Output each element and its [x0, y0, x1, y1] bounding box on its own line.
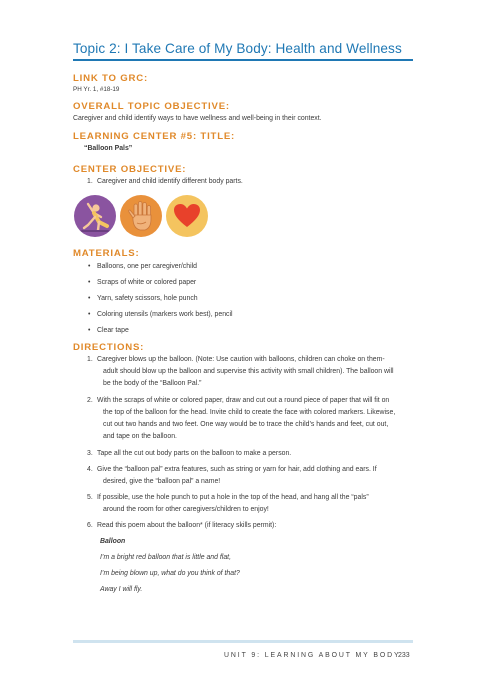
title-underline: [73, 59, 413, 61]
step-number: 1.: [87, 356, 93, 363]
poem-line: Away I will fly.: [100, 586, 143, 593]
step-line: the top of the balloon for the head. Invite child to create the face with colored markers. Likewise,: [103, 409, 396, 416]
step-line: cut out two hands and two feet. One way would be to trace the child’s hands and feet, cut out,: [103, 421, 389, 428]
page-number: 233: [398, 652, 410, 659]
materials-bullet-1: •: [88, 263, 91, 270]
directions-heading: DIRECTIONS:: [73, 342, 145, 353]
step-line: adult should blow up the balloon and supervise this activity with small children). The balloon will: [103, 368, 394, 375]
materials-item-4: Coloring utensils (markers work best), pencil: [97, 311, 233, 318]
materials-item-3: Yarn, safety scissors, hole punch: [97, 295, 198, 302]
link-heading: LINK TO GRC:: [73, 73, 148, 84]
step-line: Read this poem about the balloon* (if literacy skills permit):: [97, 522, 277, 529]
center-objective-number: 1.: [87, 178, 93, 185]
step-line: and tape on the balloon.: [103, 433, 177, 440]
materials-bullet-4: •: [88, 311, 91, 318]
step-line: Caregiver blows up the balloon. (Note: Use caution with balloons, children can choke on them-: [97, 356, 385, 363]
step-line: If possible, use the hole punch to put a hole in the top of the head, and hang all the “pals”: [97, 494, 369, 501]
step-number: 5.: [87, 494, 93, 501]
step-number: 2.: [87, 397, 93, 404]
center-objective-heading: CENTER OBJECTIVE:: [73, 164, 187, 175]
materials-bullet-3: •: [88, 295, 91, 302]
step-line: be the body of the “Balloon Pal.”: [103, 380, 202, 387]
materials-bullet-5: •: [88, 327, 91, 334]
center-title-text: “Balloon Pals”: [84, 145, 133, 152]
step-line: Tape all the cut out body parts on the balloon to make a person.: [97, 450, 292, 457]
footer-unit: UNIT 9: LEARNING ABOUT MY BODY: [224, 652, 401, 659]
footer-rule: [73, 640, 413, 643]
materials-item-2: Scraps of white or colored paper: [97, 279, 197, 286]
poem-line: I’m a bright red balloon that is little and flat,: [100, 554, 231, 561]
link-text: PH Yr. 1, #18-19: [73, 86, 120, 93]
center-objective-text: Caregiver and child identify different body parts.: [97, 178, 243, 185]
heart-icon: [166, 195, 208, 237]
materials-item-1: Balloons, one per caregiver/child: [97, 263, 197, 270]
step-number: 3.: [87, 450, 93, 457]
poem-title: Balloon: [100, 538, 126, 545]
step-line: desired, give the “balloon pal” a name!: [103, 478, 221, 485]
materials-bullet-2: •: [88, 279, 91, 286]
step-number: 4.: [87, 466, 93, 473]
step-line: around the room for other caregivers/children to enjoy!: [103, 506, 269, 513]
hand-icon: [120, 195, 162, 237]
person-exercise-icon: [74, 195, 116, 237]
page-title: Topic 2: I Take Care of My Body: Health and Wellness: [73, 41, 402, 56]
center-title-heading: LEARNING CENTER #5: TITLE:: [73, 131, 236, 142]
step-line: Give the “balloon pal” extra features, such as string or yarn for hair, add clothing and ears. If: [97, 466, 377, 473]
step-line: With the scraps of white or colored paper, draw and cut out a round piece of paper that will fit on: [97, 397, 390, 404]
poem-line: I’m being blown up, what do you think of that?: [100, 570, 240, 577]
step-number: 6.: [87, 522, 93, 529]
materials-heading: MATERIALS:: [73, 248, 140, 259]
objective-heading: OVERALL TOPIC OBJECTIVE:: [73, 101, 230, 112]
materials-item-5: Clear tape: [97, 327, 129, 334]
objective-text: Caregiver and child identify ways to have wellness and well-being in their context.: [73, 115, 322, 122]
